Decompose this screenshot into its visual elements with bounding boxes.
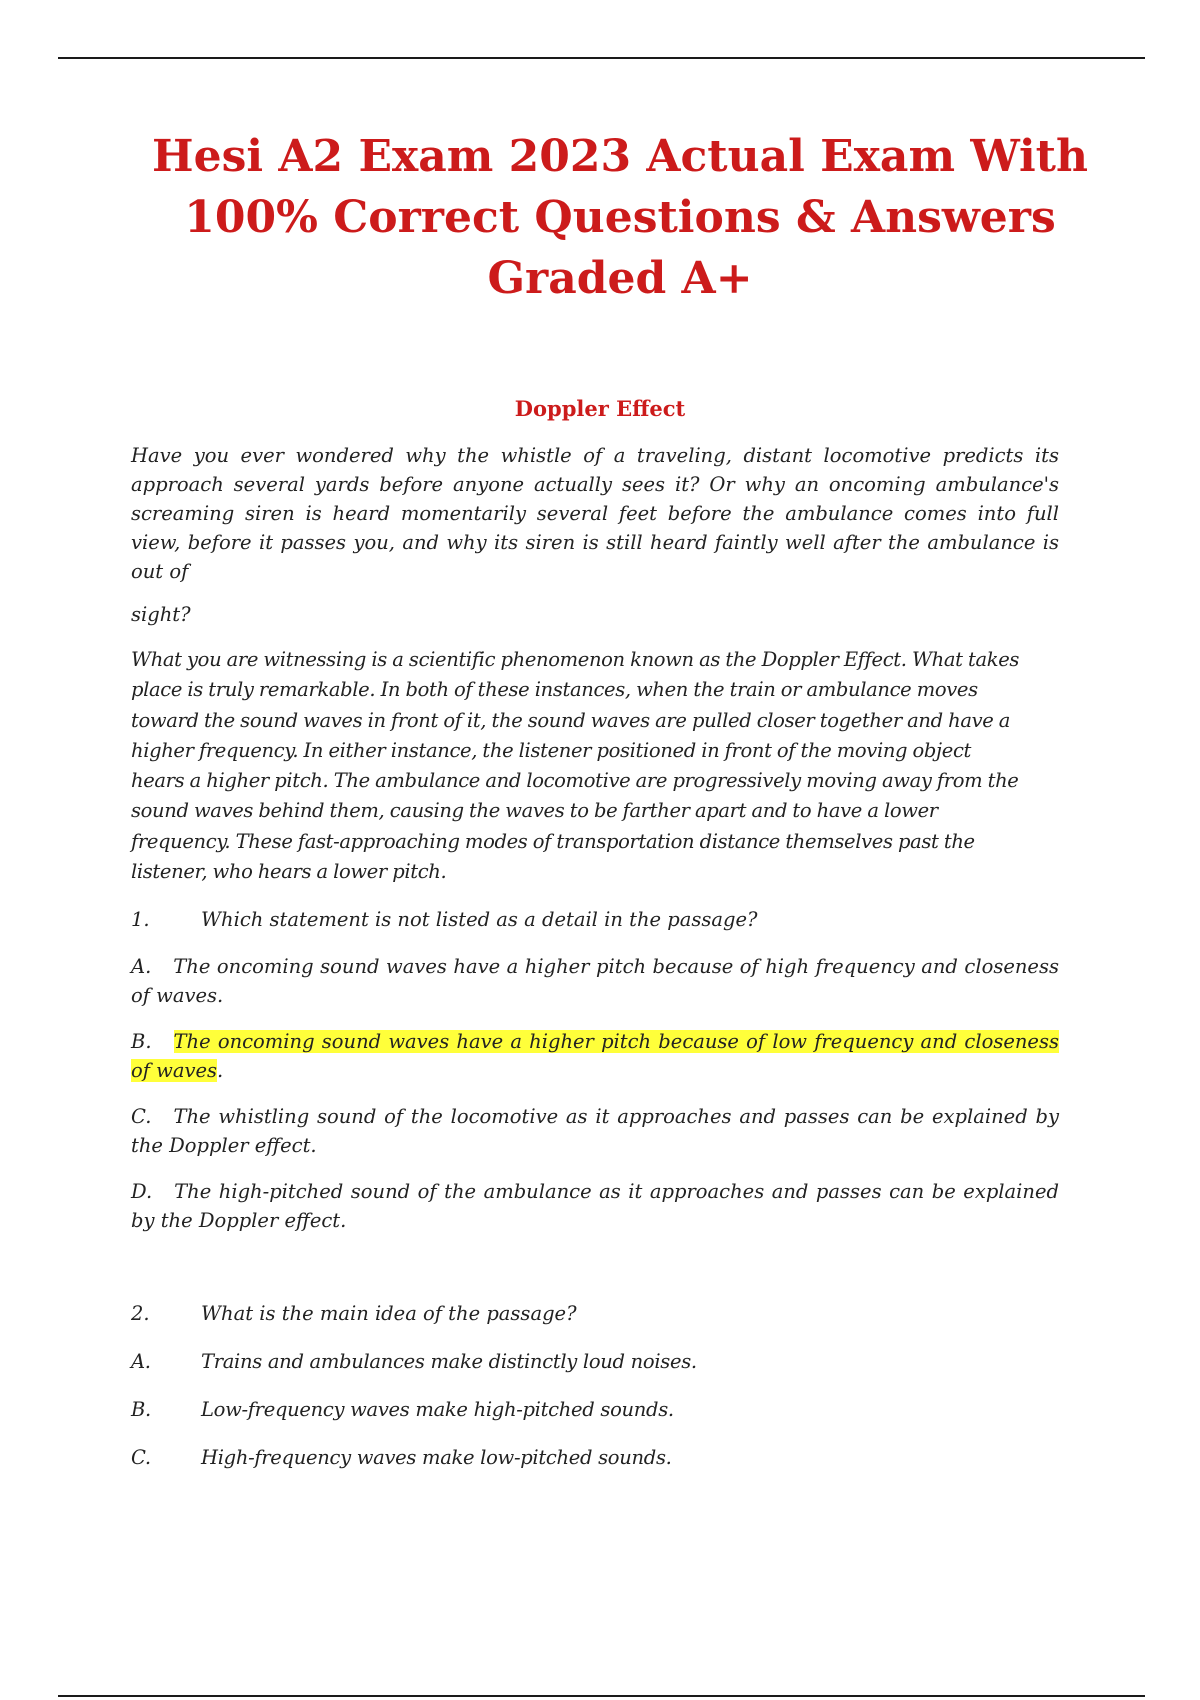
question-1-option-a — [131, 952, 1059, 1010]
passage-paragraph-1: Have you ever wondered why the whistle of a traveling, distant locomotive predicts its approach several yards before anyone actually sees it? Or why an oncoming ambulance's screaming siren is heard momentarily several feet before the ambulance comes into full view, before it passes you, and why its siren is still heard faintly well after the ambulance is out of — [131, 444, 1059, 583]
highlighted-answer: The oncoming sound waves have a higher pitch because of low frequency and closeness of waves — [131, 1030, 1059, 1083]
question-text: Which statement is not listed as a detail in the passage? — [201, 908, 758, 932]
document-body — [131, 441, 1059, 1473]
question-2 — [131, 1299, 1059, 1329]
question-1 — [131, 905, 1059, 935]
option-letter: B. — [131, 1398, 151, 1422]
option-letter: A. — [131, 955, 152, 979]
option-letter: B. — [131, 1030, 152, 1054]
passage-line: What you are witnessing is a scientific phenomenon known as the Doppler Effect. What takes — [131, 648, 1020, 671]
passage-line: higher frequency. In either instance, the listener positioned in front of the moving object — [131, 738, 971, 762]
passage-line: sound waves behind them, causing the waves to be farther apart and to have a lower — [131, 799, 938, 823]
question-2-option-c — [131, 1443, 1059, 1473]
option-text: Trains and ambulances make distinctly loud noises. — [201, 1350, 697, 1374]
question-1-option-b-correct — [131, 1027, 1059, 1085]
option-text: High-frequency waves make low-pitched sounds. — [201, 1446, 672, 1470]
question-number: 2. — [131, 1302, 150, 1326]
passage-line: toward the sound waves in front of it, the sound waves are pulled closer together and have a — [131, 708, 1011, 732]
question-text: What is the main idea of the passage? — [201, 1302, 577, 1326]
option-letter: C. — [131, 1105, 152, 1129]
section-title: Doppler Effect — [514, 396, 686, 421]
option-trailing: . — [217, 1059, 224, 1083]
question-1-option-d — [131, 1177, 1059, 1235]
option-text: The oncoming sound waves have a higher pitch because of high frequency and closeness of waves. — [131, 955, 1059, 1008]
top-rule — [58, 57, 1145, 59]
title-line-2: 100% Correct Questions & Answers — [184, 192, 1056, 243]
option-text: The whistling sound of the locomotive as it approaches and passes can be explained by the Doppler effect. — [131, 1105, 1059, 1158]
passage-line: hears a higher pitch. The ambulance and locomotive are progressively moving away from the — [131, 769, 1019, 793]
option-text: The high-pitched sound of the ambulance as it approaches and passes can be explained by the Doppler effect. — [131, 1180, 1059, 1233]
title-line-3: Graded A+ — [487, 253, 753, 304]
question-1-option-c — [131, 1102, 1059, 1160]
question-2-option-a — [131, 1347, 1059, 1377]
bottom-rule — [58, 1695, 1145, 1697]
option-letter: C. — [131, 1446, 151, 1470]
passage-line: listener, who hears a lower pitch. — [131, 860, 447, 884]
passage-line: frequency. These fast-approaching modes of transportation distance themselves past the — [131, 829, 975, 853]
passage-paragraph-2 — [131, 645, 1059, 887]
document-title — [130, 126, 1110, 309]
question-number: 1. — [131, 908, 150, 932]
passage-paragraph-1-tail: sight? — [131, 603, 191, 626]
title-line-1: Hesi A2 Exam 2023 Actual Exam With — [152, 131, 1088, 182]
option-text: Low-frequency waves make high-pitched sounds. — [201, 1398, 674, 1422]
option-letter: A. — [131, 1350, 151, 1374]
passage-line: place is truly remarkable. In both of these instances, when the train or ambulance moves — [131, 678, 978, 702]
question-2-option-b — [131, 1395, 1059, 1425]
option-letter: D. — [131, 1180, 153, 1204]
